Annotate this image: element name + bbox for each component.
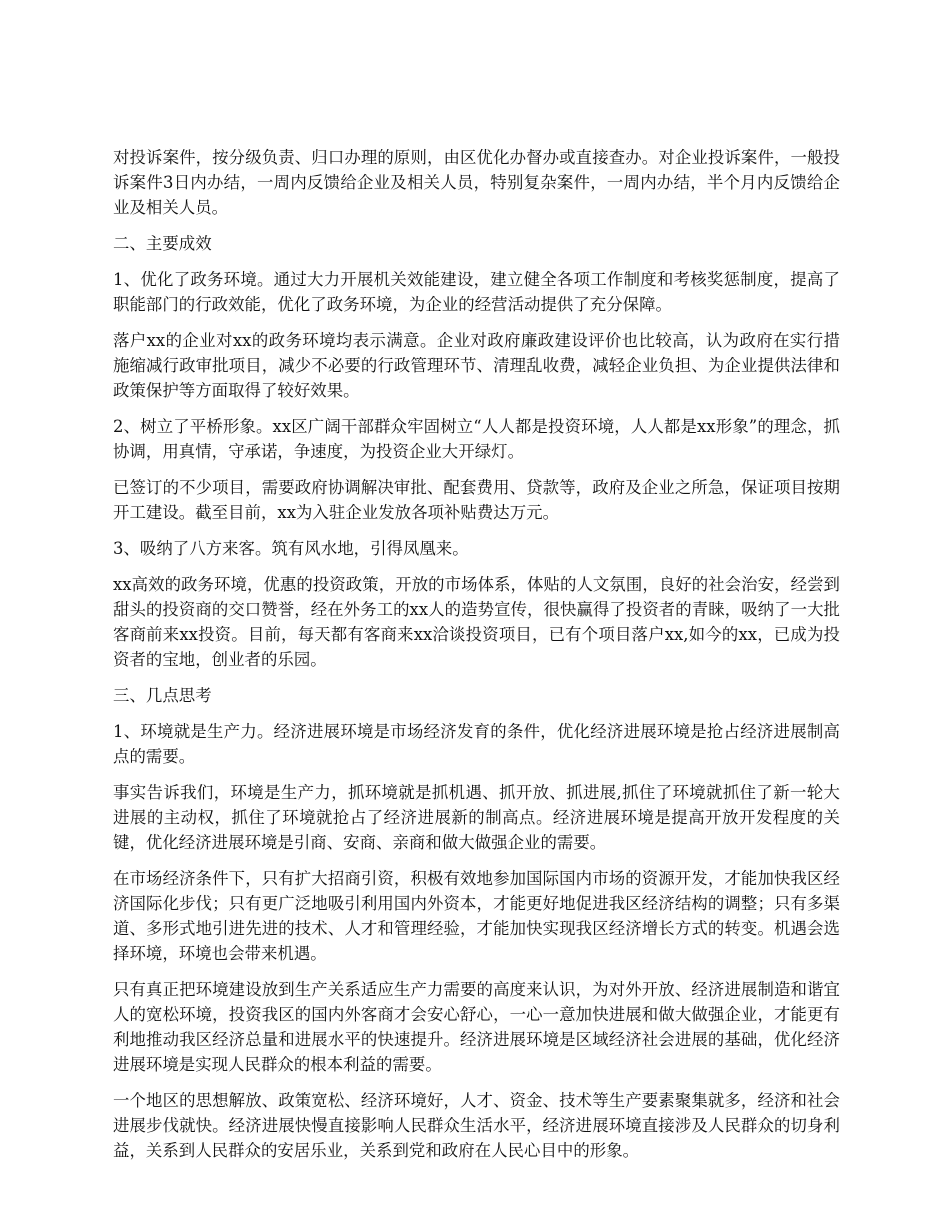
- paragraph-result-1: 1、优化了政务环境。通过大力开展机关效能建设，建立健全各项工作制度和考核奖惩制度，提高了职能部门的行政效能，优化了政务环境，为企业的经营活动提供了充分保障。: [113, 270, 840, 314]
- paragraph-reflection-1: 1、环境就是生产力。经济进展环境是市场经济发育的条件，优化经济进展环境是抢占经济进展制高点的需要。: [113, 722, 840, 766]
- paragraph-reflection-1-detail-c: 只有真正把环境建设放到生产关系适应生产力需要的高度来认识，为对外开放、经济进展制造和谐宜人的宽松环境，投资我区的国内外客商才会安心舒心，一心一意加快进展和做大做强企业，才能更有利地推动我区经济总量和进展水平的快速提升。经济进展环境是区域经济社会进展的基础，优化经济进展环境是实现人民群众的根本利益的需要。: [113, 980, 840, 1074]
- paragraph-reflection-1-detail-b: 在市场经济条件下，只有扩大招商引资，积极有效地参加国际国内市场的资源开发，才能加快我区经济国际化步伐；只有更广泛地吸引利用国内外资本，才能更好地促进我区经济结构的调整；只有多渠道、多形式地引进先进的技术、人才和管理经验，才能加快实现我区经济增长方式的转变。机遇会选择环境，环境也会带来机遇。: [113, 869, 840, 963]
- paragraph-reflection-1-detail-a: 事实告诉我们，环境是生产力，抓环境就是抓机遇、抓开放、抓进展,抓住了环境就抓住了新一轮大进展的主动权，抓住了环境就抢占了经济进展新的制高点。经济进展环境是提高开放开发程度的关键，优化经济进展环境是引商、安商、亲商和做大做强企业的需要。: [113, 783, 840, 852]
- section-heading-reflections: 三、几点思考: [113, 686, 212, 705]
- paragraph-result-2: 2、树立了平桥形象。xx区广阔干部群众牢固树立“人人都是投资环境，人人都是xx形象”的理念，抓协调，用真情，守承诺，争速度，为投资企业大开绿灯。: [113, 417, 840, 461]
- document-page: [113, 145, 840, 1174]
- section-heading-main-results: 二、主要成效: [113, 234, 212, 253]
- paragraph-result-2-detail: 已签订的不少项目，需要政府协调解决审批、配套费用、贷款等，政府及企业之所急，保证项目按期开工建设。截至目前，xx为入驻企业发放各项补贴费达万元。: [113, 478, 840, 522]
- paragraph-complaint-handling: 对投诉案件，按分级负责、归口办理的原则，由区优化办督办或直接查办。对企业投诉案件，一般投诉案件3日内办结，一周内反馈给企业及相关人员，特别复杂案件，一周内办结，半个月内反馈给企业及相关人员。: [113, 148, 840, 217]
- paragraph-result-1-detail: 落户xx的企业对xx的政务环境均表示满意。企业对政府廉政建设评价也比较高，认为政府在实行措施缩减行政审批项目，减少不必要的行政管理环节、清理乱收费，减轻企业负担、为企业提供法律和政策保护等方面取得了较好效果。: [113, 331, 840, 400]
- paragraph-result-3: 3、吸纳了八方来客。筑有风水地，引得凤凰来。: [113, 539, 469, 558]
- paragraph-result-3-detail: xx高效的政务环境，优惠的投资政策，开放的市场体系，体贴的人文氛围，良好的社会治安，经尝到甜头的投资商的交口赞誉，经在外务工的xx人的造势宣传，很快赢得了投资者的青睐，吸纳了一大批客商前来xx投资。目前，每天都有客商来xx洽谈投资项目，已有个项目落户xx,如今的xx，已成为投资者的宝地，创业者的乐园。: [113, 575, 840, 669]
- paragraph-reflection-1-detail-d: 一个地区的思想解放、政策宽松、经济环境好，人才、资金、技术等生产要素聚集就多，经济和社会进展步伐就快。经济进展快慢直接影响人民群众生活水平，经济进展环境直接涉及人民群众的切身利益，关系到人民群众的安居乐业，关系到党和政府在人民心目中的形象。: [113, 1091, 840, 1160]
